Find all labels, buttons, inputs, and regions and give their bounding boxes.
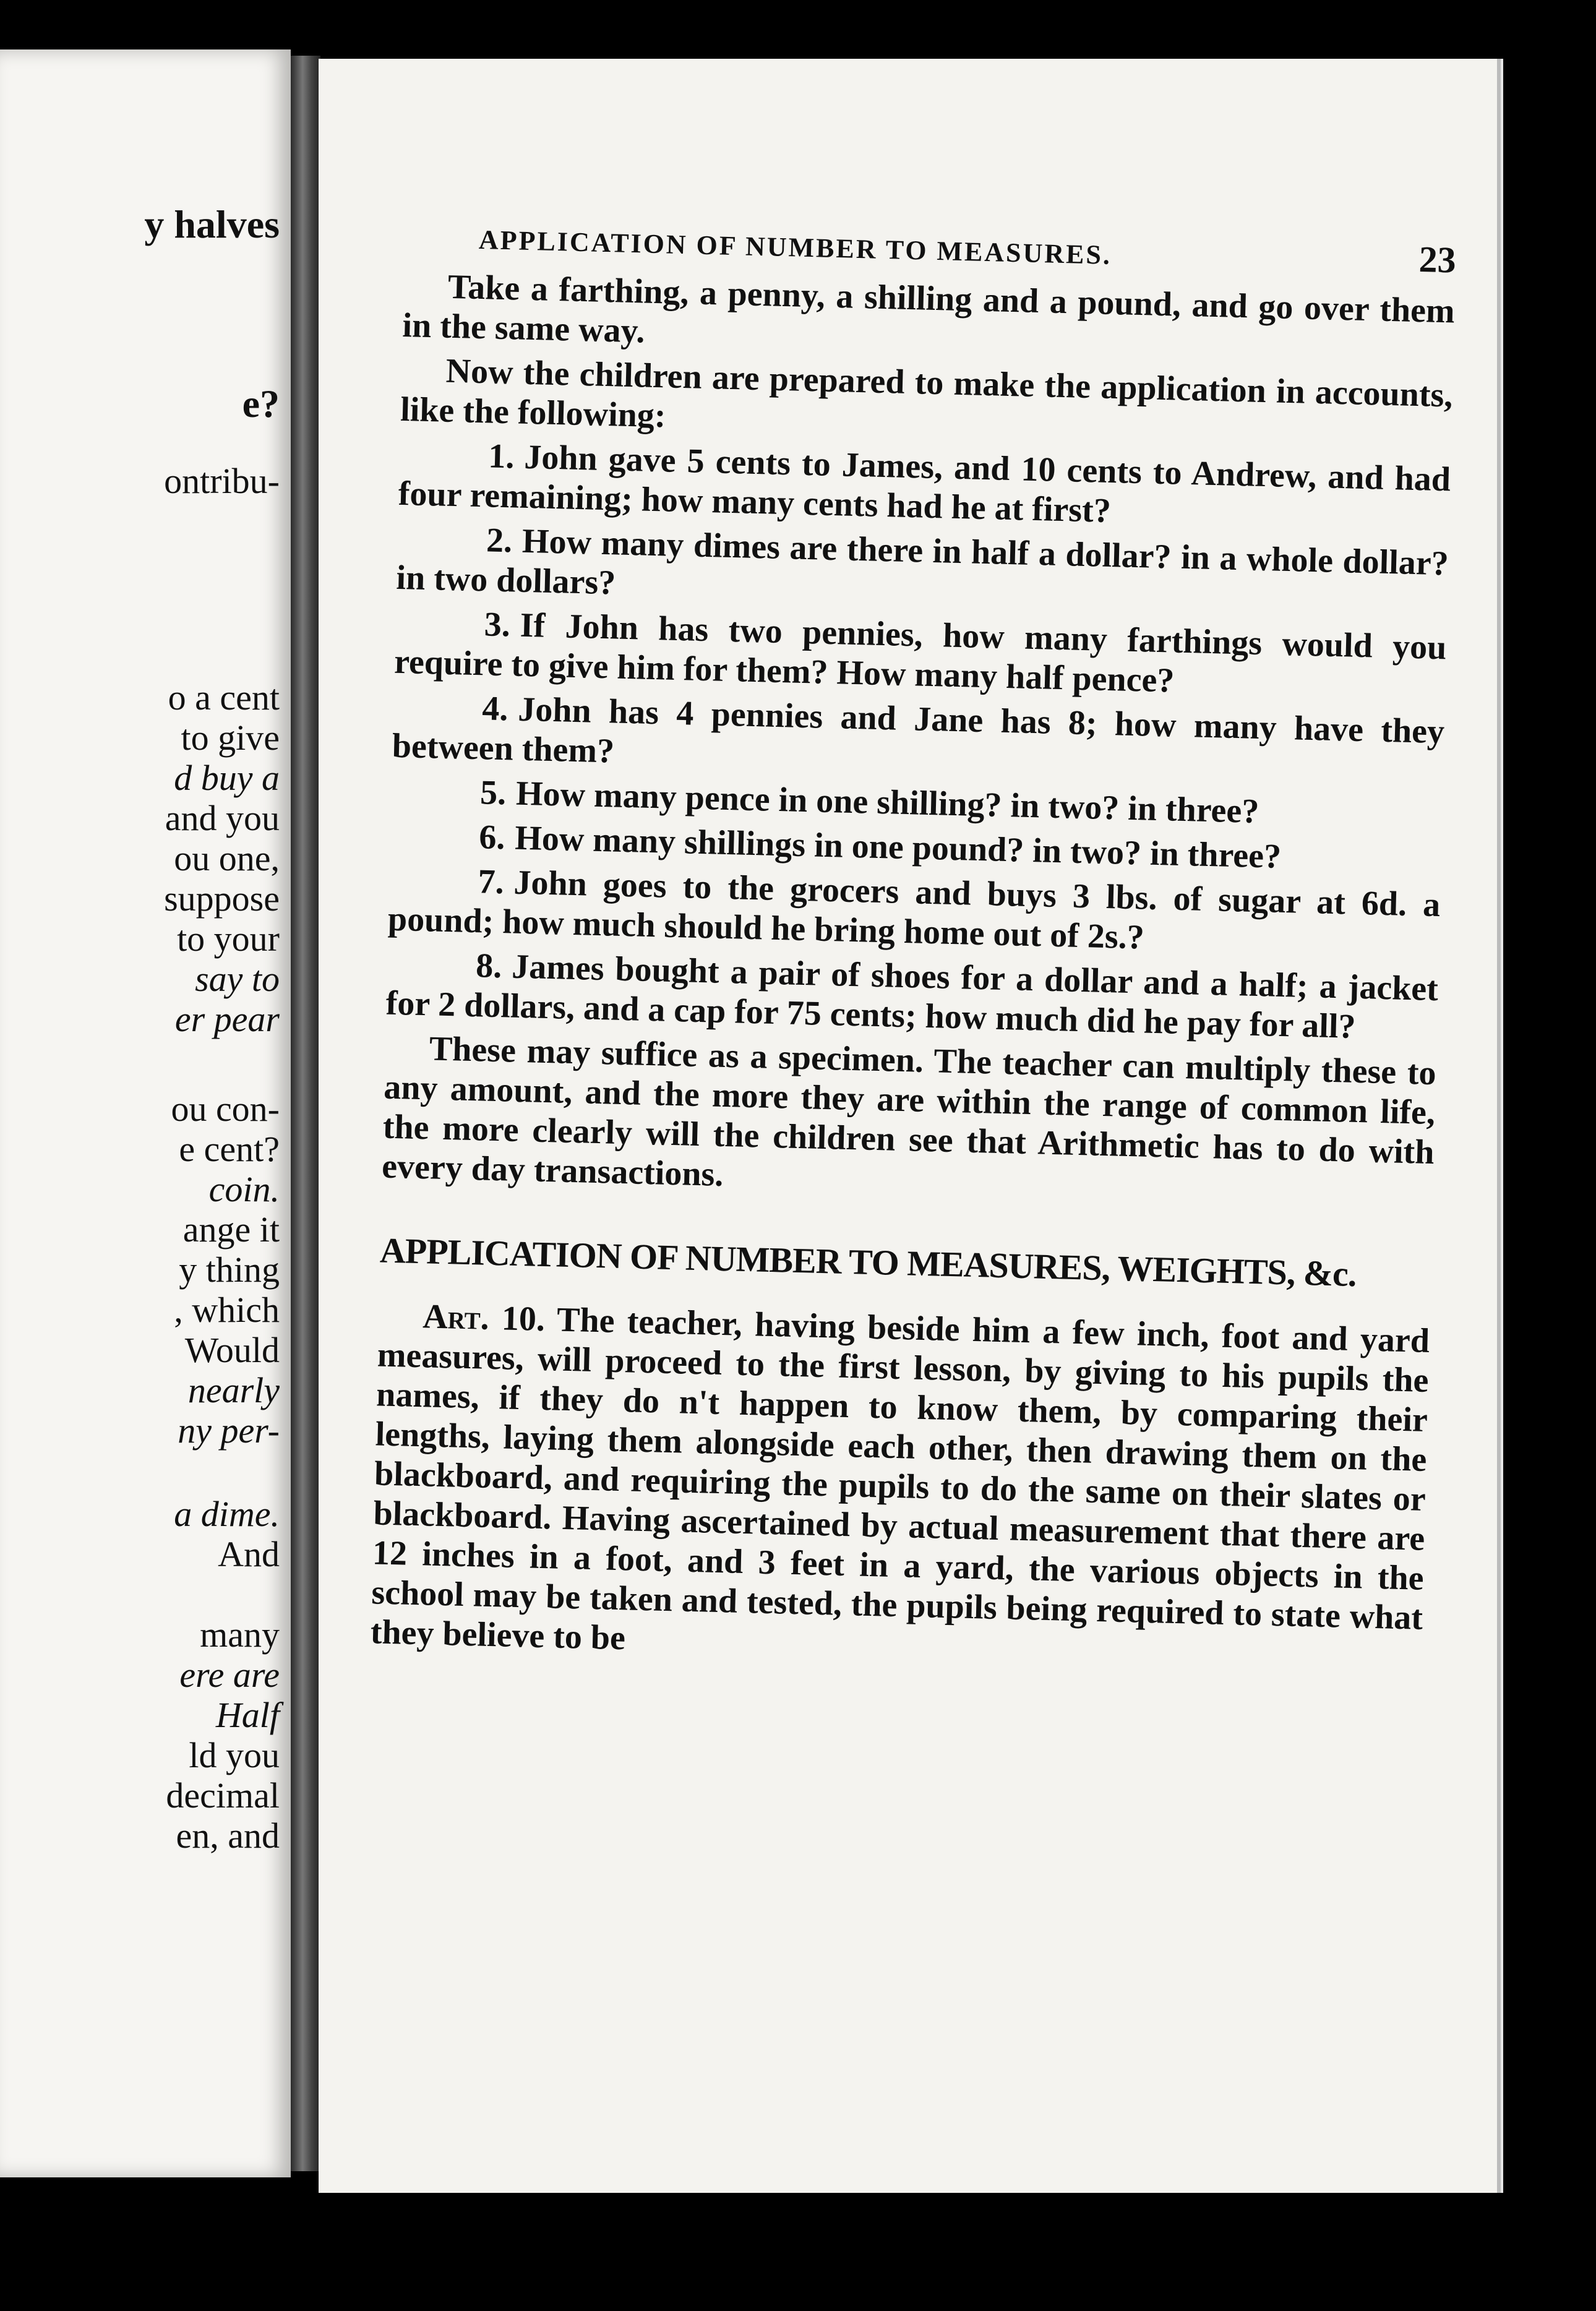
book-gutter [291, 56, 320, 2171]
intro-paragraph: Now the children are prepared to make the application in accounts, like the following: [400, 351, 1454, 435]
previous-page-fragment [0, 49, 291, 2177]
question-text: How many pence in one shilling? in two? in three? [515, 774, 1260, 831]
left-page-text-fragment: ou one, [174, 838, 280, 878]
left-page-text-fragment: many [200, 1614, 280, 1655]
left-page-text-fragment: o a cent [168, 677, 280, 718]
question-number: 6. [478, 818, 506, 857]
section-heading: APPLICATION OF NUMBER TO MEASURES, WEIGHTS, &c. [379, 1230, 1357, 1295]
question-text: John goes to the grocers and buys 3 lbs. of sugar at 6d. a pound; how much should he bring home out of 2s.? [387, 863, 1441, 957]
left-page-text-fragment: ange it [182, 1209, 280, 1250]
question-number: 8. [475, 946, 503, 986]
left-page-text-fragment: say to [195, 959, 280, 999]
left-page-text-fragment: to your [177, 919, 280, 959]
question-text: How many shillings in one pound? in two? in three? [514, 818, 1282, 876]
question-text: John has 4 pennies and Jane has 8; how many have they between them? [392, 690, 1445, 771]
left-page-text-fragment: en, and [176, 1816, 280, 1856]
left-page-text-fragment: y thing [179, 1250, 280, 1290]
intro-paragraph: Take a farthing, a penny, a shilling and a pound, and go over them in the same way. [401, 267, 1456, 351]
left-page-text-fragment: ere are [179, 1655, 280, 1695]
page-number: 23 [1418, 239, 1457, 281]
article-paragraph [370, 1295, 1430, 1677]
left-page-text-fragment: coin. [208, 1169, 280, 1209]
left-page-text-fragment: ou con- [171, 1089, 280, 1129]
left-page-text-fragment: e? [242, 382, 280, 426]
question-text: John gave 5 cents to James, and 10 cents to Andrew, and had four remaining; how many cents had he at first? [398, 437, 1451, 531]
book-page [319, 59, 1497, 2193]
left-page-text-fragment: ontribu- [164, 461, 280, 501]
left-page-text-fragment: suppose [164, 878, 280, 919]
question-text: If John has two pennies, how many farthings would you require to give him for them? How many half pence? [393, 606, 1448, 700]
left-page-text-fragment: to give [181, 718, 280, 758]
left-page-text-fragment: ld you [189, 1735, 280, 1775]
question-number: 7. [477, 862, 505, 902]
conclusion-paragraph: These may suffice as a specimen. The teacher can multiply these to any amount, and the more they are within the range of common life, the more clearly will the children see that Arithmetic has to do with every day transactions. [381, 1029, 1437, 1194]
left-page-text-fragment: , which [174, 1290, 280, 1330]
question-text: James bought a pair of shoes for a dollar and a half; a jacket for 2 dollars, and a cap for 75 cents; how much did he pay for all? [385, 947, 1439, 1046]
running-title: APPLICATION OF NUMBER TO MEASURES. [478, 224, 1112, 270]
page-text-block [370, 213, 1457, 1683]
left-page-text-fragment: e cent? [179, 1129, 280, 1169]
left-page-text-fragment: Half [215, 1695, 280, 1735]
question-number: 2. [486, 521, 513, 560]
left-page-text-fragment: ny per- [178, 1410, 280, 1451]
question-number: 5. [479, 773, 507, 813]
left-page-text-fragment: a dime. [174, 1494, 280, 1534]
left-page-text-fragment: decimal [166, 1775, 280, 1816]
article-label: Art. 10. [422, 1297, 546, 1339]
article-body: The teacher, having beside him a few inch, foot and yard measures, will proceed to the first lesson, by giving to his pupils the names, if they do n't happen to know them, by comparing their lengths, laying them alongside each other, then drawing them on the blackboard, and requiring the pupils to do the same on their slates or blackboard. Having ascertained by actual measurement that there are 12 inches in a foot, and 3 feet in a yard, the various objects in the school may be taken and tested, the pupils being required to state what they believe to be [370, 1300, 1430, 1658]
question-number: 4. [481, 689, 509, 729]
question-number: 3. [484, 605, 511, 645]
question-number: 1. [487, 437, 515, 476]
question-text: How many dimes are there in half a dollar? in a whole dollar? in two dollars? [395, 521, 1449, 602]
question-list [385, 434, 1451, 1048]
left-page-text-fragment: nearly [187, 1370, 280, 1410]
left-page-text-fragment: Would [184, 1330, 280, 1370]
left-page-text-fragment: And [218, 1534, 280, 1574]
left-page-text-fragment: d buy a [174, 758, 280, 798]
left-page-text-fragment: and you [165, 798, 280, 838]
left-page-text-fragment: y halves [144, 202, 280, 246]
left-page-text-fragment: er pear [174, 999, 280, 1039]
